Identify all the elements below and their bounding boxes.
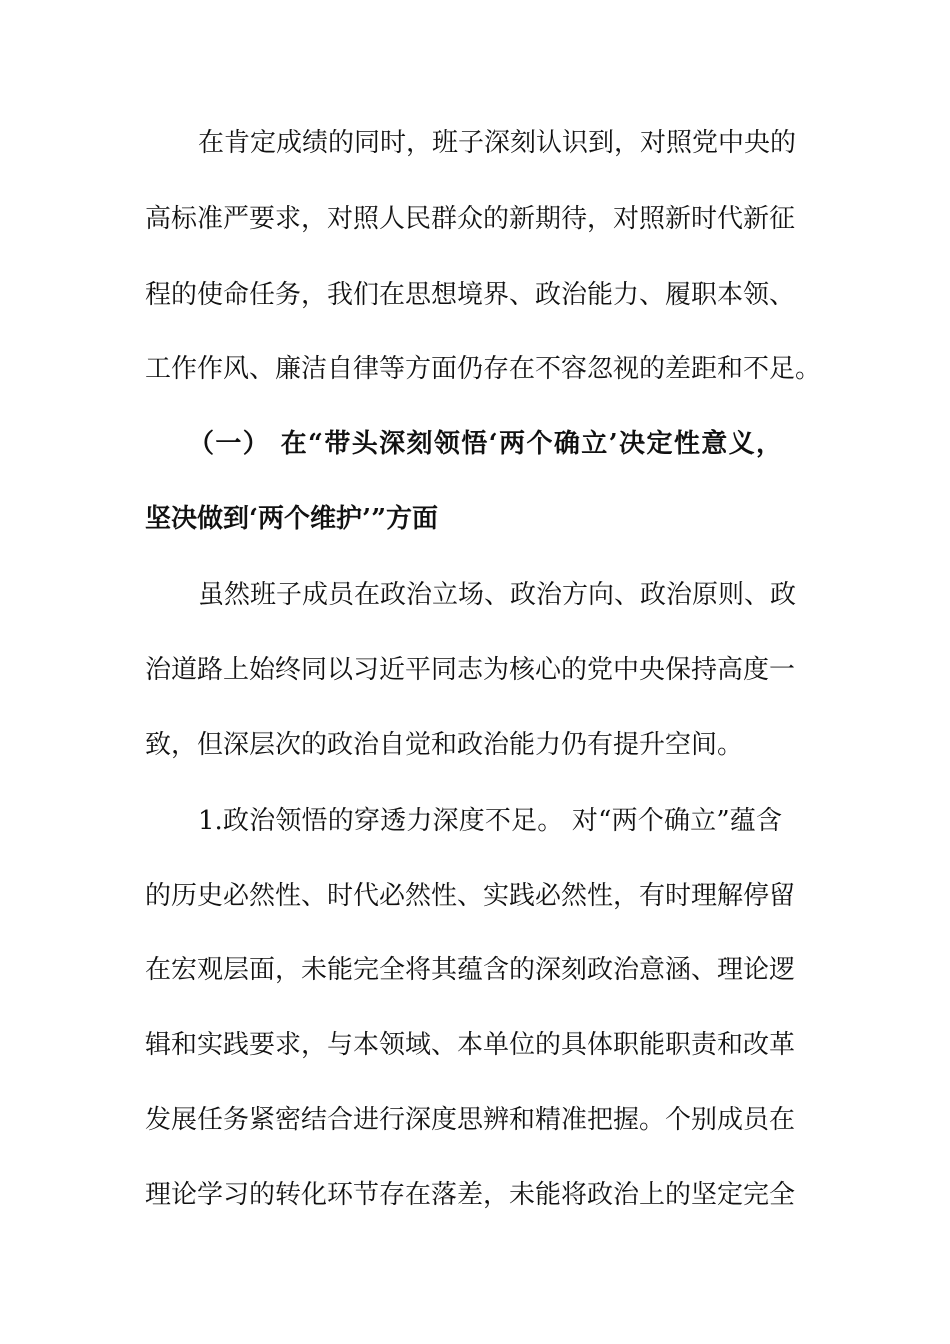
paragraph-line: 1.政治领悟的穿透力深度不足。 对“两个确立”蕴含	[198, 806, 782, 836]
paragraph-line: 致，但深层次的政治自觉和政治能力仍有提升空间。	[145, 730, 744, 760]
section-heading-line: 坚决做到‘两个维护’”方面	[145, 504, 439, 534]
paragraph-line: 在肯定成绩的同时，班子深刻认识到，对照党中央的	[198, 128, 797, 158]
paragraph-line: 的历史必然性、时代必然性、实践必然性，有时理解停留	[145, 881, 796, 911]
paragraph-line: 工作作风、廉洁自律等方面仍存在不容忽视的差距和不足。	[145, 354, 822, 384]
paragraph-line: 在宏观层面，未能完全将其蕴含的深刻政治意涵、理论逻	[145, 955, 796, 985]
paragraph-line: 程的使命任务，我们在思想境界、政治能力、履职本领、	[145, 280, 796, 310]
paragraph-line: 发展任务紧密结合进行深度思辨和精准把握。个别成员在	[145, 1105, 796, 1135]
paragraph-line: 虽然班子成员在政治立场、政治方向、政治原则、政	[198, 580, 797, 610]
section-heading-line: （一） 在“带头深刻领悟‘两个确立’决定性意义，	[188, 429, 782, 459]
paragraph-line: 治道路上始终同以习近平同志为核心的党中央保持高度一	[145, 655, 796, 685]
paragraph-line: 辑和实践要求，与本领域、本单位的具体职能职责和改革	[145, 1030, 796, 1060]
paragraph-line: 高标准严要求，对照人民群众的新期待，对照新时代新征	[145, 204, 796, 234]
paragraph-line: 理论学习的转化环节存在落差，未能将政治上的坚定完全	[145, 1180, 796, 1210]
